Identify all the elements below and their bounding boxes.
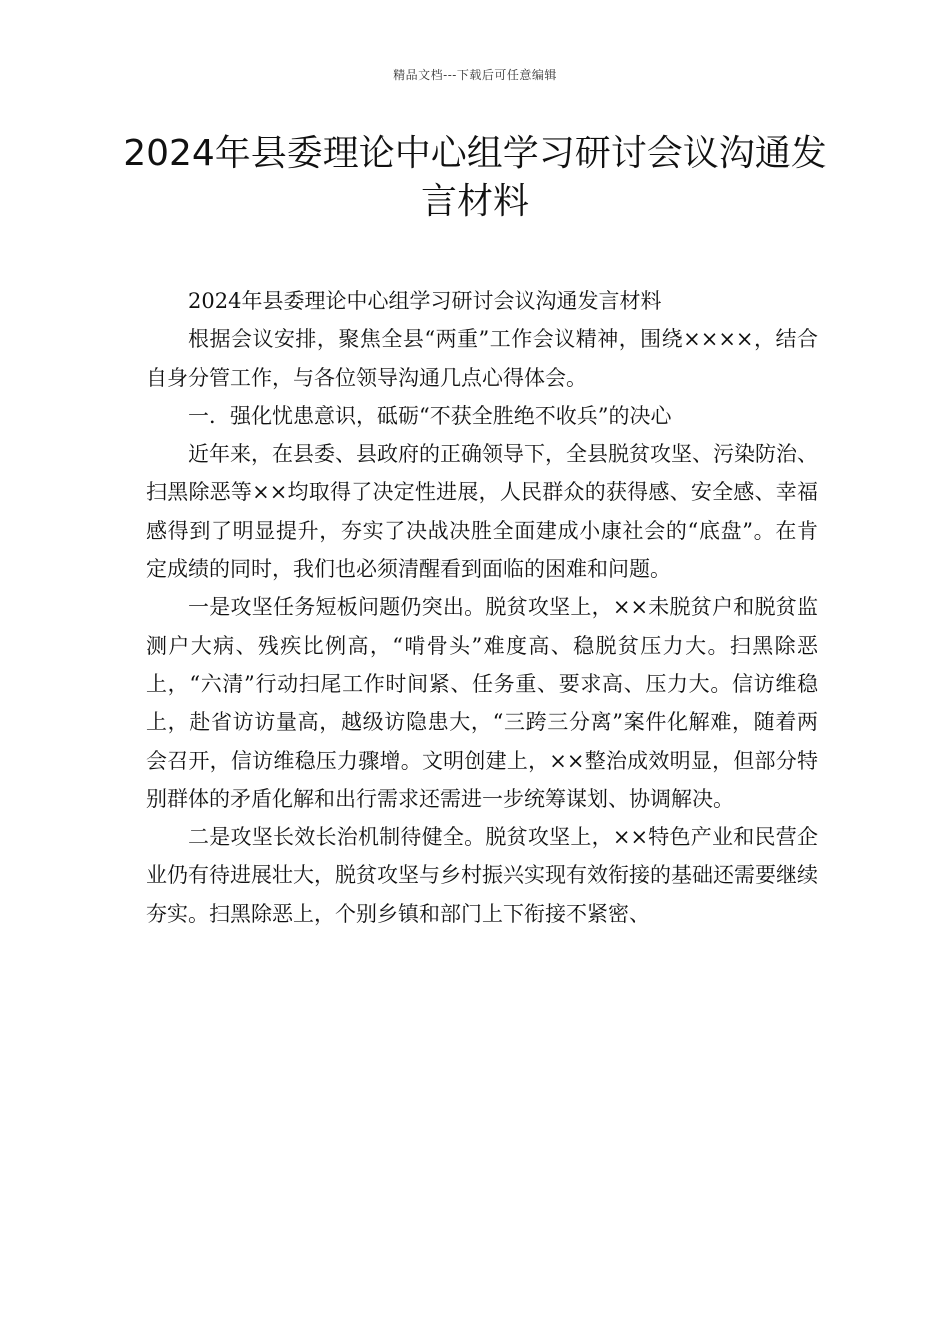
paragraph-problem-1: 一是攻坚任务短板问题仍突出。脱贫攻坚上，××未脱贫户和脱贫监测户大病、残疾比例高，“啃骨头”难度高、稳脱贫压力大。扫黑除恶上，“六清”行动扫尾工作时间紧、任务重、要求高、压力大。信访维稳上，赴省访访量高，越级访隐患大，“三跨三分离”案件化解难，随着两会召开，信访维稳压力骤增。文明创建上，××整治成效明显，但部分特别群体的矛盾化解和出行需求还需进一步统筹谋划、协调解决。 (146, 595, 818, 811)
header-note: 精品文档---下载后可任意编辑 (393, 68, 557, 82)
document-body (146, 282, 818, 933)
paragraph-intro: 根据会议安排，聚焦全县“两重”工作会议精神，围绕××××，结合自身分管工作，与各位领导沟通几点心得体会。 (146, 327, 818, 390)
section-heading-1: 一．强化忧患意识，砥砺“不获全胜绝不收兵”的决心 (188, 403, 672, 428)
paragraph-subtitle: 2024年县委理论中心组学习研讨会议沟通发言材料 (188, 289, 662, 313)
document-title: 2024年县委理论中心组学习研讨会议沟通发言材料 (123, 133, 827, 222)
paragraph-problem-2: 二是攻坚长效长治机制待健全。脱贫攻坚上，××特色产业和民营企业仍有待进展壮大，脱贫攻坚与乡村振兴实现有效衔接的基础还需要继续夯实。扫黑除恶上，个别乡镇和部门上下衔接不紧密、 (146, 825, 818, 926)
paragraph-progress: 近年来，在县委、县政府的正确领导下，全县脱贫攻坚、污染防治、扫黑除恶等××均取得了决定性进展，人民群众的获得感、安全感、幸福感得到了明显提升，夯实了决战决胜全面建成小康社会的“底盘”。在肯定成绩的同时，我们也必须清醒看到面临的困难和问题。 (146, 442, 818, 582)
